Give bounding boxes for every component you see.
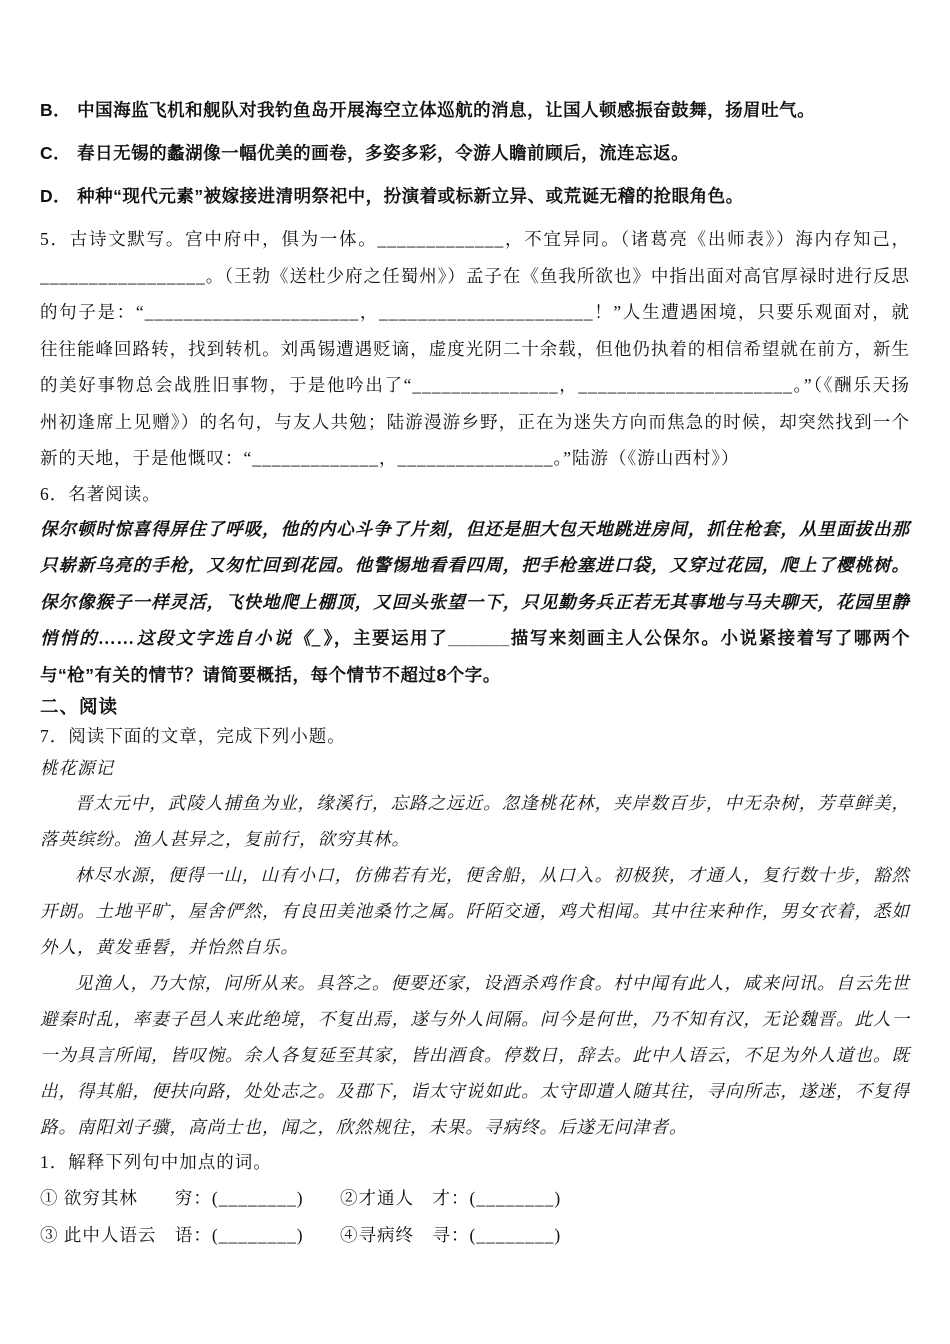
word-item-3: ③ 此中人语云 语：(________)	[40, 1225, 304, 1245]
option-d-text: 种种“现代元素”被嫁接进清明祭祀中，扮演着或标新立异、或荒诞无稽的抢眼角色。	[77, 186, 744, 206]
option-b-label: B．	[40, 100, 72, 120]
question-7-intro: 7．阅读下面的文章，完成下列小题。	[40, 726, 346, 746]
question-6-heading: 6．名著阅读。	[40, 483, 161, 504]
question-6-novel-excerpt: 保尔顿时惊喜得屏住了呼吸，他的内心斗争了片刻，但还是胆大包天地跳进房间，抓住枪套，从里面拔出那只崭新乌亮的手枪，又匆忙回到花园。他警惕地看看四周，把手枪塞进口袋，又穿过花园，爬上了樱桃树。保尔像猴子一样灵活，飞快地爬上棚顶，又回头张望一下，只见勤务兵正若无其事地与马夫聊天，花园里静悄悄的……这段文字选自小说《_	[40, 518, 910, 648]
essay-paragraph-3: 见渔人，乃大惊，问所从来。具答之。便要还家，设酒杀鸡作食。村中闻有此人，咸来问讯。自云先世避秦时乱，率妻子邑人来此绝境，不复出焉，遂与外人间隔。问今是何世，乃不知有汉，无论魏晋。此人一一为具言所闻，皆叹惋。余人各复延至其家，皆出酒食。停数日，辞去。此中人语云，不足为外人道也。既出，得其船，便扶向路，处处志之。及郡下，诣太守说如此。太守即遣人随其往，寻向所志，遂迷，不复得路。南阳刘子骥，高尚士也，闻之，欣然规往，未果。寻病终。后遂无问津者。	[40, 973, 910, 1137]
option-b-text: 中国海监飞机和舰队对我钓鱼岛开展海空立体巡航的消息，让国人顿感振奋鼓舞，扬眉吐气。	[77, 100, 816, 120]
question-6-passage	[40, 511, 910, 694]
question-6-prompt: 》，主要运用了______描写来刻画主人公保尔。小说紧接着写了哪两个与“枪”有关的情节？请简要概括，每个情节不超过8个字。	[40, 628, 910, 685]
option-c	[40, 135, 910, 172]
option-b	[40, 92, 910, 129]
word-item-2: ②才通人 才：(________)	[340, 1188, 562, 1208]
option-c-text: 春日无锡的蠡湖像一幅优美的画卷，多姿多彩，令游人瞻前顾后，流连忘返。	[77, 143, 690, 163]
essay-title: 桃花源记	[40, 758, 114, 778]
essay-paragraph-2: 林尽水源，便得一山，山有小口，仿佛若有光，便舍船，从口入。初极狭，才通人，复行数十步，豁然开朗。土地平旷，屋舍俨然，有良田美池桑竹之属。阡陌交通，鸡犬相闻。其中往来种作，男女衣着，悉如外人，黄发垂髫，并怡然自乐。	[40, 865, 910, 957]
option-c-label: C．	[40, 143, 72, 163]
sub-question-1: 1．解释下列句中加点的词。	[40, 1152, 272, 1172]
essay-paragraph-1: 晋太元中，武陵人捕鱼为业，缘溪行，忘路之远近。忽逢桃花林，夹岸数百步，中无杂树，芳草鲜美，落英缤纷。渔人甚异之，复前行，欲穷其林。	[40, 793, 910, 849]
word-item-1: ① 欲穷其林 穷：(________)	[40, 1188, 304, 1208]
option-d-label: D．	[40, 186, 72, 206]
option-d	[40, 178, 910, 215]
section-heading-reading: 二、阅读	[40, 696, 119, 717]
word-explanation-grid	[40, 1180, 910, 1254]
word-item-4: ④寻病终 寻：(________)	[340, 1225, 562, 1245]
question-5-dictation: 5．古诗文默写。宫中府中，俱为一体。_____________，不宜异同。（诸葛亮《出师表》）海内存知己，_________________。（王勃《送杜少府之任蜀州》）孟子在《鱼我所欲也》中指出面对高官厚禄时进行反思的句子是：“______________________，______________________！”人生遭遇困境，只要乐观面对，就往往能峰回路转，找到转机。刘禹锡遭遇贬谪，虚度光阴二十余载，但他仍执着的相信希望就在前方，新生的美好事物总会战胜旧事物，于是他吟出了“_______________，______________________。”（《酬乐天扬州初逢席上见赠》）的名句，与友人共勉；陆游漫游乡野，正在为迷失方向而焦急的时候，却突然找到一个新的天地，于是他慨叹：“_____________，________________。”陆游（《游山西村》）	[40, 229, 910, 468]
